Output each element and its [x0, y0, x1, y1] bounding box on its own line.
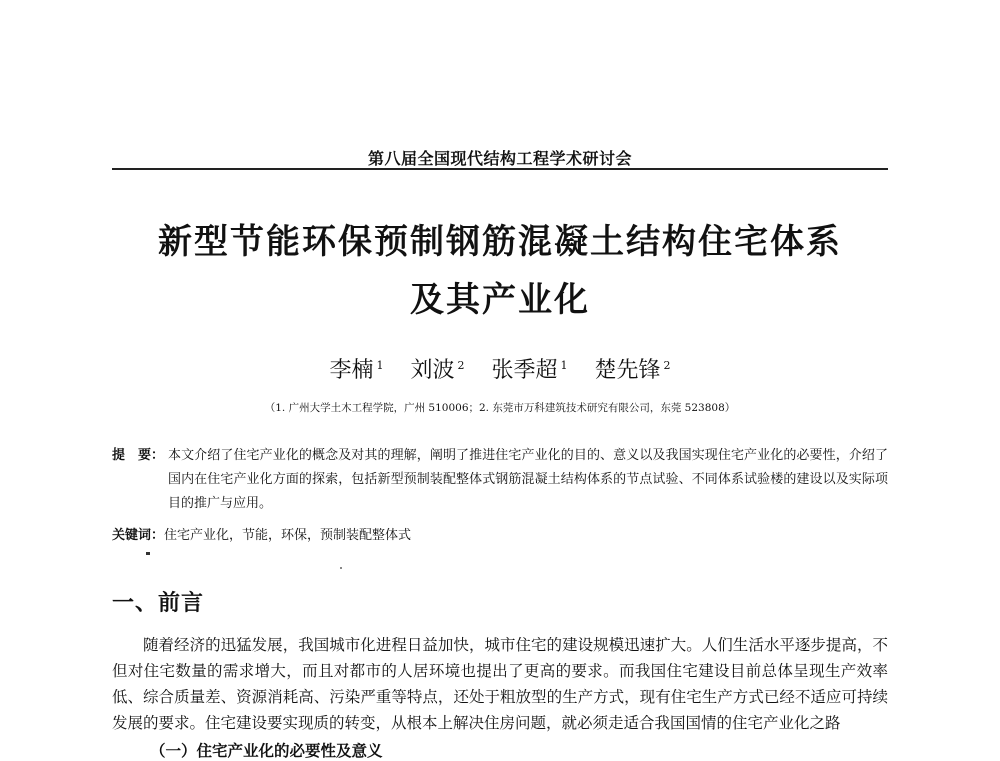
- abstract-label: 提 要：: [112, 448, 165, 463]
- author-name: 李楠: [329, 358, 374, 383]
- affiliation-mark: 2: [663, 358, 671, 372]
- scan-speck: [340, 567, 342, 569]
- affiliation-mark: 2: [457, 358, 465, 372]
- affiliation-mark: 1: [376, 358, 384, 372]
- author: [410, 358, 464, 383]
- paper-title-line-2: 及其产业化: [410, 280, 590, 320]
- author-name: 刘波: [410, 358, 455, 383]
- author: [492, 358, 568, 383]
- paper-title-line-1: 新型节能环保预制钢筋混凝土结构住宅体系: [158, 222, 842, 262]
- affiliation-mark: 1: [560, 358, 568, 372]
- keywords-label: 关键词：: [112, 528, 165, 543]
- conference-header: 第八届全国现代结构工程学术研讨会: [367, 149, 632, 168]
- abstract: [112, 444, 888, 516]
- author-list: [112, 353, 888, 384]
- subsection-heading: （一）住宅产业化的必要性及意义: [150, 741, 383, 760]
- section-heading: 一、前言: [112, 590, 205, 616]
- author-name: 张季超: [491, 358, 558, 383]
- author: [595, 358, 671, 383]
- scan-speck: [146, 552, 150, 555]
- author: [329, 358, 383, 383]
- keywords: [112, 524, 888, 543]
- keywords-text: 住宅产业化，节能，环保，预制装配整体式: [164, 528, 412, 543]
- header-rule: [112, 168, 888, 170]
- author-name: 楚先锋: [594, 358, 661, 383]
- abstract-text: 本文介绍了住宅产业化的概念及对其的理解，阐明了推进住宅产业化的目的、意义以及我国实现住宅产业化的必要性，介绍了国内在住宅产业化方面的探索，包括新型预制装配整体式钢筋混凝土结构体系的节点试验、不同体系试验楼的建设以及实际项目的推广与应用。: [168, 448, 888, 511]
- affiliations: （1. 广州大学土木工程学院，广州 510006；2. 东莞市万科建筑技术研究有限公司，东莞 523808）: [264, 402, 736, 414]
- intro-paragraph: 随着经济的迅猛发展，我国城市化进程日益加快，城市住宅的建设规模迅速扩大。人们生活水平逐步提高，不但对住宅数量的需求增大，而且对都市的人居环境也提出了更高的要求。而我国住宅建设目前总体呈现生产效率低、综合质量差、资源消耗高、污染严重等特点，还处于粗放型的生产方式，现有住宅生产方式已经不适应可持续发展的要求。住宅建设要实现质的转变，从根本上解决住房问题，就必须走适合我国国情的住宅产业化之路: [112, 636, 888, 732]
